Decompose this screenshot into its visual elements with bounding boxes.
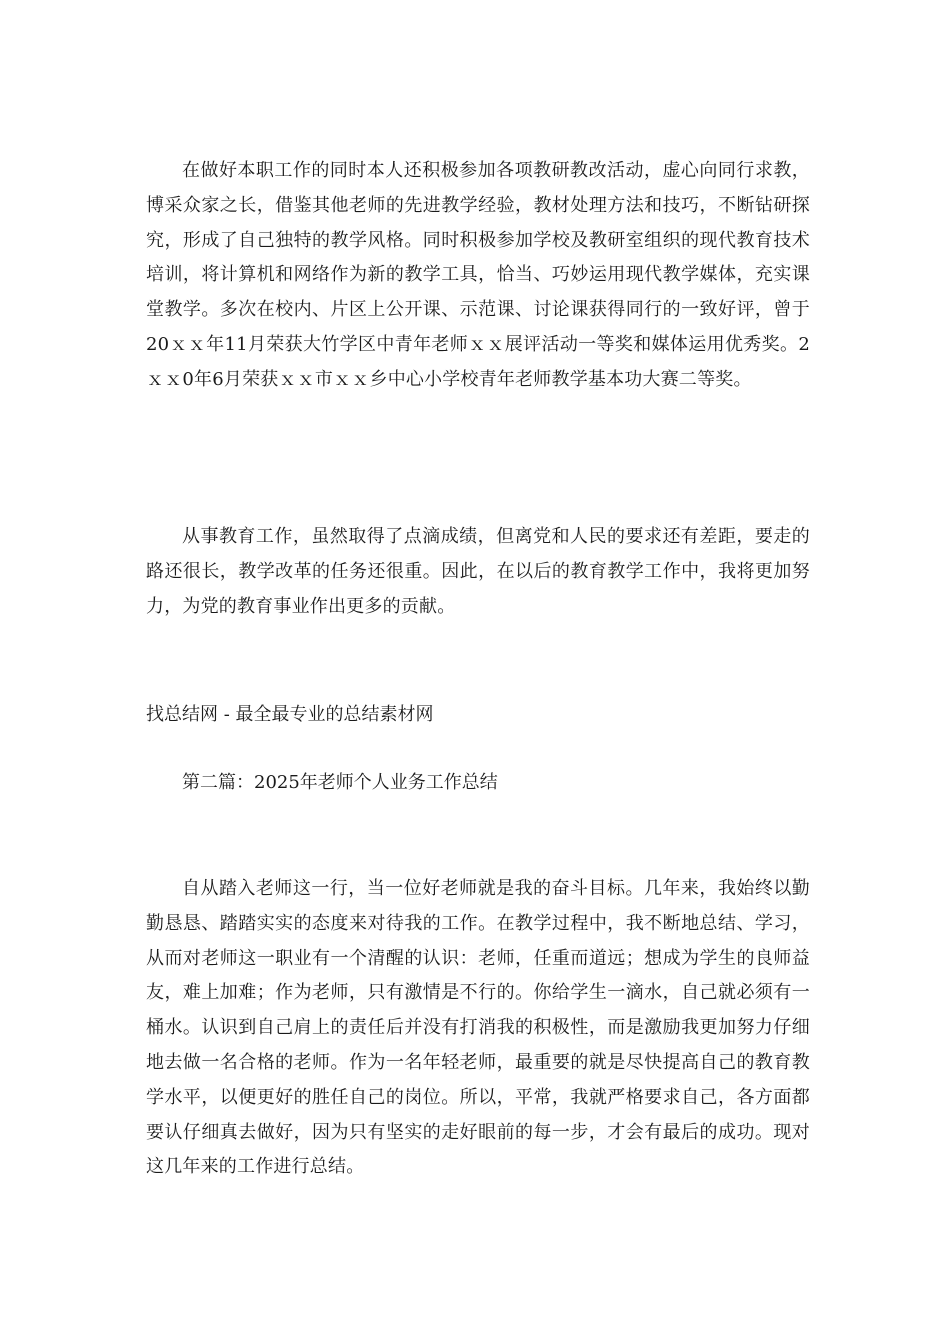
- section-heading: 第二篇：2025年老师个人业务工作总结: [182, 772, 498, 793]
- paragraph-teaching-research: 在做好本职工作的同时本人还积极参加各项教研教改活动，虚心向同行求教，博采众家之长，借鉴其他老师的先进教学经验，教材处理方法和技巧，不断钻研探究，形成了自己独特的教学风格。同时积极参加学校及教研室组织的现代教育技术培训，将计算机和网络作为新的教学工具，恰当、巧妙运用现代教学媒体，充实课堂教学。多次在校内、片区上公开课、示范课、讨论课获得同行的一致好评，曾于20ｘｘ年11月荣获大竹学区中青年老师ｘｘ展评活动一等奖和媒体运用优秀奖。2ｘｘ0年6月荣获ｘｘ市ｘｘ乡中心小学校青年老师教学基本功大赛二等奖。: [146, 160, 810, 390]
- site-tagline: 找总结网 - 最全最专业的总结素材网: [146, 704, 434, 725]
- paragraph-future-effort: 从事教育工作，虽然取得了点滴成绩，但离党和人民的要求还有差距，要走的路还很长，教学改革的任务还很重。因此，在以后的教育教学工作中，我将更加努力，为党的教育事业作出更多的贡献。: [146, 526, 810, 617]
- paragraph-career-summary: 自从踏入老师这一行，当一位好老师就是我的奋斗目标。几年来，我始终以勤勤恳恳、踏踏实实的态度来对待我的工作。在教学过程中，我不断地总结、学习，从而对老师这一职业有一个清醒的认识：老师，任重而道远；想成为学生的良师益友，难上加难；作为老师，只有激情是不行的。你给学生一滴水，自己就必须有一桶水。认识到自己肩上的责任后并没有打消我的积极性，而是激励我更加努力仔细地去做一名合格的老师。作为一名年轻老师，最重要的就是尽快提高自己的教育教学水平，以便更好的胜任自己的岗位。所以，平常，我就严格要求自己，各方面都要认仔细真去做好，因为只有坚实的走好眼前的每一步，才会有最后的成功。现对这几年来的工作进行总结。: [146, 878, 810, 1178]
